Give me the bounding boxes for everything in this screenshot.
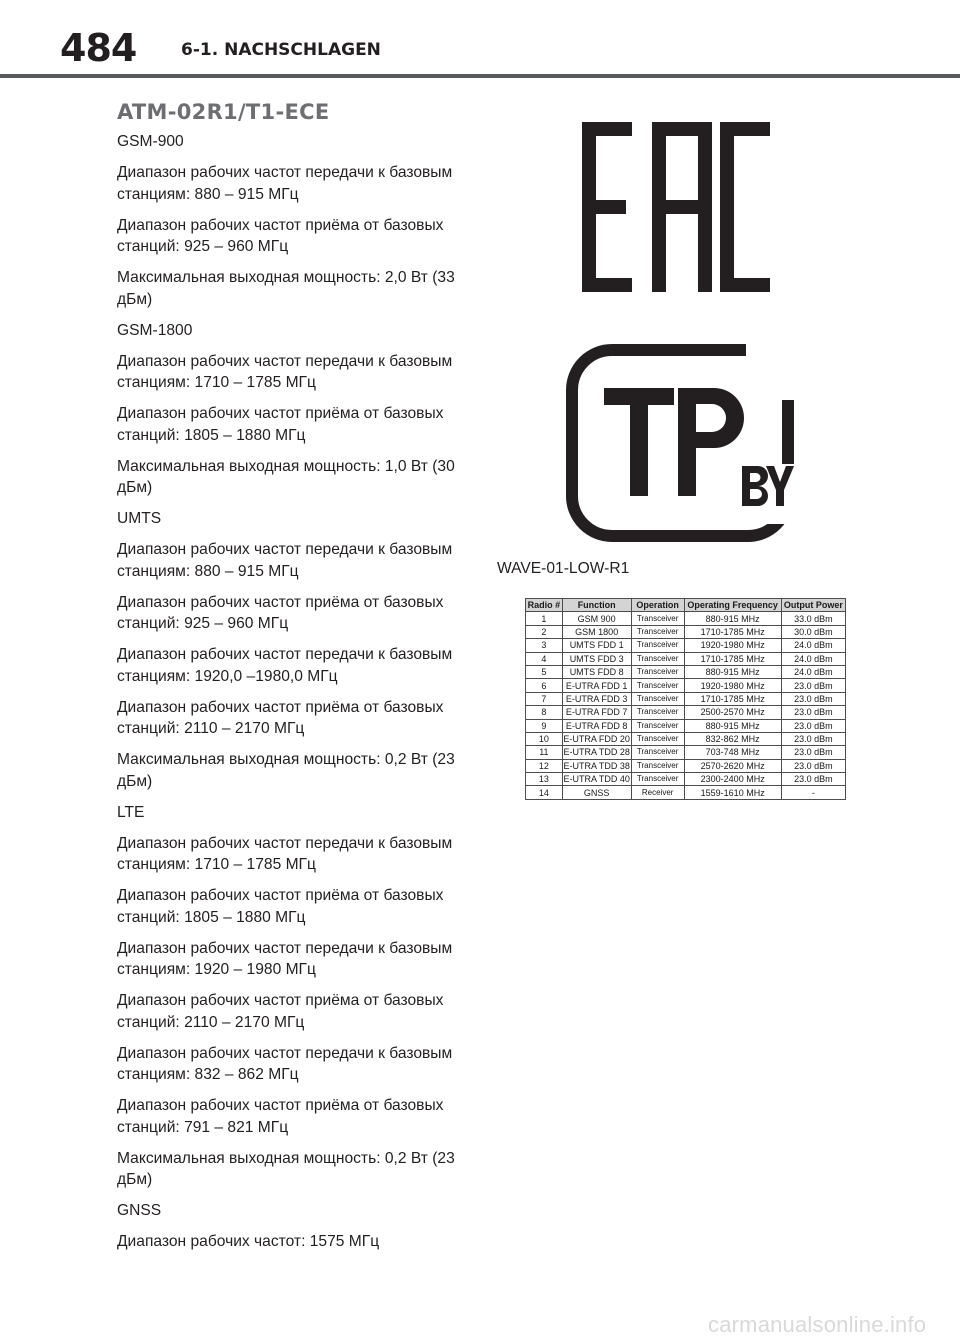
cell-output-power: 23.0 dBm (781, 706, 845, 719)
cell-frequency: 1920-1980 MHz (684, 679, 781, 692)
cell-function: E-UTRA TDD 28 (563, 747, 630, 758)
column-header-function: Function (562, 599, 631, 612)
cell-function: E-UTRA TDD 38 (563, 760, 630, 771)
cell-operation: Transceiver (631, 625, 684, 638)
spec-paragraph-list (117, 131, 467, 1253)
cell-output-power: 33.0 dBm (781, 612, 845, 625)
cell-output-power: 23.0 dBm (781, 746, 845, 759)
spec-paragraph: Диапазон рабочих частот передачи к базовым станциям: 1710 – 1785 МГц (117, 352, 453, 391)
table-row (526, 612, 846, 625)
cell-output-power: 23.0 dBm (781, 759, 845, 772)
spec-paragraph: Диапазон рабочих частот: 1575 МГц (117, 1233, 380, 1250)
cell-frequency: 1920-1980 MHz (684, 639, 781, 652)
cell-function: E-UTRA FDD 8 (562, 719, 631, 732)
table-row (526, 706, 846, 719)
cell-output-power: 23.0 dBm (781, 719, 845, 732)
table-row (526, 732, 846, 745)
spec-paragraph: Диапазон рабочих частот передачи к базовым станциям: 880 – 915 МГц (117, 164, 453, 203)
table-row (526, 692, 846, 705)
table-row (526, 652, 846, 665)
cell-radio-number: 5 (526, 665, 563, 678)
cell-radio-number: 2 (526, 625, 563, 638)
model-title: ATM-02R1/T1-ECE (117, 100, 330, 124)
cell-function: UMTS FDD 3 (562, 652, 631, 665)
spec-paragraph: Диапазон рабочих частот приёма от базовых станций: 2110 – 2170 МГц (117, 992, 444, 1031)
column-header-radio: Radio # (526, 599, 563, 612)
table-row (526, 759, 846, 772)
cell-radio-number: 3 (526, 639, 563, 652)
cell-output-power: - (781, 786, 845, 799)
cell-operation: Transceiver (631, 732, 684, 745)
cell-output-power: 30.0 dBm (781, 625, 845, 638)
cell-operation: Transceiver (631, 692, 684, 705)
cell-function: E-UTRA TDD 40 (563, 774, 630, 785)
spec-paragraph: Диапазон рабочих частот передачи к базовым станциям: 1920,0 –1980,0 МГц (117, 646, 453, 685)
section-title: 6-1. NACHSCHLAGEN (181, 40, 381, 60)
table-row (526, 773, 846, 786)
cell-operation: Transceiver (631, 639, 684, 652)
cell-function: E-UTRA FDD 20 (563, 734, 630, 745)
spec-text-column (117, 100, 467, 1262)
cell-radio-number: 14 (526, 786, 563, 799)
cell-operation: Transceiver (631, 746, 684, 759)
table-header-row (526, 599, 846, 612)
cell-function: E-UTRA FDD 3 (562, 692, 631, 705)
cell-function: GNSS (562, 786, 631, 799)
table-row (526, 746, 846, 759)
cell-output-power: 23.0 dBm (781, 773, 845, 786)
cell-operation: Transceiver (631, 679, 684, 692)
page-number: 484 (60, 26, 137, 70)
table-row (526, 679, 846, 692)
cell-radio-number: 6 (526, 679, 563, 692)
cell-frequency: 1559-1610 MHz (684, 786, 781, 799)
cell-frequency: 880-915 MHz (684, 719, 781, 732)
column-header-power: Output Power (781, 599, 845, 612)
spec-paragraph: Диапазон рабочих частот передачи к базовым станциям: 880 – 915 МГц (117, 541, 453, 580)
cell-radio-number: 13 (526, 773, 563, 786)
table-row (526, 625, 846, 638)
spec-paragraph: Диапазон рабочих частот приёма от базовых станций: 1805 – 1880 МГц (117, 405, 444, 444)
spec-paragraph: Диапазон рабочих частот приёма от базовых станций: 925 – 960 МГц (117, 216, 444, 255)
spec-paragraph: Максимальная выходная мощность: 0,2 Вт (23 дБм) (117, 751, 455, 790)
cell-function: GSM 900 (562, 612, 631, 625)
cell-operation: Transceiver (631, 773, 684, 786)
cell-output-power: 24.0 dBm (781, 652, 845, 665)
cell-frequency: 2300-2400 MHz (684, 773, 781, 786)
table-row (526, 719, 846, 732)
cell-radio-number: 9 (526, 719, 563, 732)
cell-function: UMTS FDD 1 (562, 639, 631, 652)
band-heading: GSM-1800 (117, 321, 193, 339)
cell-radio-number: 10 (526, 732, 563, 745)
column-header-operation: Operation (631, 599, 684, 612)
spec-paragraph: Диапазон рабочих частот приёма от базовых станций: 2110 – 2170 МГц (117, 698, 444, 737)
cell-frequency: 1710-1785 MHz (684, 625, 781, 638)
cell-frequency: 2500-2570 MHz (684, 706, 781, 719)
cell-operation: Transceiver (631, 719, 684, 732)
cell-output-power: 23.0 dBm (781, 679, 845, 692)
cell-radio-number: 12 (526, 759, 563, 772)
spec-paragraph: Диапазон рабочих частот передачи к базовым станциям: 832 – 862 МГц (117, 1044, 453, 1083)
tr-by-mark-logo (566, 344, 794, 542)
spec-paragraph: Диапазон рабочих частот приёма от базовых станций: 1805 – 1880 МГц (117, 887, 444, 926)
table-row (526, 665, 846, 678)
spec-paragraph: Максимальная выходная мощность: 1,0 Вт (30 дБм) (117, 457, 455, 496)
cell-operation: Transceiver (631, 612, 684, 625)
cell-frequency: 880-915 MHz (684, 665, 781, 678)
eac-mark-logo (582, 122, 770, 292)
wave-model-label: WAVE-01-LOW-R1 (497, 560, 630, 577)
cell-frequency: 832-862 MHz (684, 732, 781, 745)
band-heading: GNSS (117, 1202, 162, 1219)
table-row (526, 639, 846, 652)
cell-operation: Transceiver (631, 665, 684, 678)
cell-frequency: 1710-1785 MHz (684, 652, 781, 665)
spec-paragraph: Диапазон рабочих частот приёма от базовых станций: 791 – 821 МГц (117, 1097, 444, 1136)
cell-output-power: 24.0 dBm (781, 665, 845, 678)
column-header-frequency: Operating Frequency (684, 599, 781, 612)
cell-operation: Transceiver (631, 652, 684, 665)
cell-function: E-UTRA FDD 1 (562, 679, 631, 692)
cell-radio-number: 7 (526, 692, 563, 705)
cell-frequency: 880-915 MHz (684, 612, 781, 625)
cell-operation: Receiver (631, 786, 684, 799)
cell-radio-number: 4 (526, 652, 563, 665)
cell-operation: Transceiver (631, 706, 684, 719)
table-row (526, 786, 846, 799)
cell-output-power: 23.0 dBm (781, 692, 845, 705)
cell-radio-number: 11 (526, 746, 563, 759)
cell-frequency: 1710-1785 MHz (684, 692, 781, 705)
cell-radio-number: 1 (526, 612, 563, 625)
cell-radio-number: 8 (526, 706, 563, 719)
band-heading: LTE (117, 803, 145, 821)
watermark-text: carmanualsonline.info (708, 1312, 927, 1337)
band-heading: GSM-900 (117, 133, 184, 150)
band-heading: UMTS (117, 510, 162, 527)
radio-spec-table (525, 598, 846, 800)
spec-paragraph: Максимальная выходная мощность: 2,0 Вт (33 дБм) (117, 269, 455, 308)
cell-function: UMTS FDD 8 (562, 665, 631, 678)
cell-function: GSM 1800 (562, 625, 631, 638)
page-header (0, 0, 960, 80)
cell-frequency: 2570-2620 MHz (684, 759, 781, 772)
spec-paragraph: Диапазон рабочих частот передачи к базовым станциям: 1920 – 1980 МГц (117, 939, 453, 978)
header-divider (0, 74, 960, 78)
spec-paragraph: Диапазон рабочих частот приёма от базовых станций: 925 – 960 МГц (117, 593, 444, 632)
cell-frequency: 703-748 MHz (684, 746, 781, 759)
cell-output-power: 23.0 dBm (781, 732, 845, 745)
radio-table-body (526, 612, 846, 799)
cell-function: E-UTRA FDD 7 (562, 706, 631, 719)
cell-output-power: 24.0 dBm (781, 639, 845, 652)
cell-operation: Transceiver (631, 759, 684, 772)
spec-paragraph: Диапазон рабочих частот передачи к базовым станциям: 1710 – 1785 МГц (117, 834, 453, 873)
spec-paragraph: Максимальная выходная мощность: 0,2 Вт (23 дБм) (117, 1149, 455, 1188)
